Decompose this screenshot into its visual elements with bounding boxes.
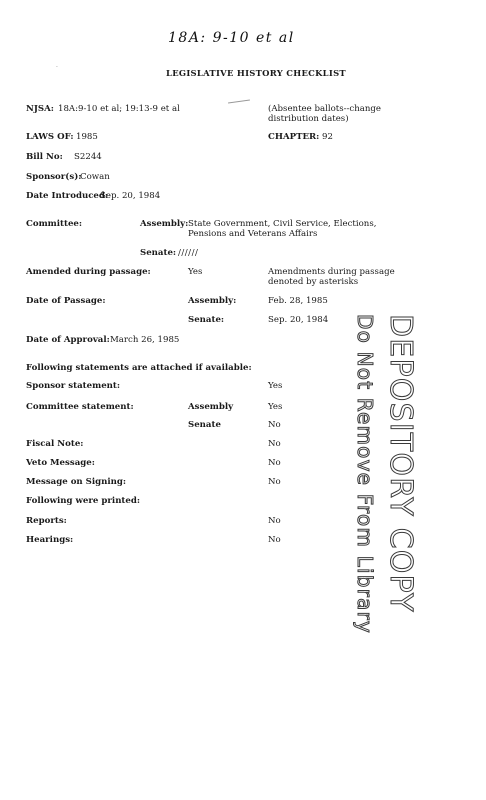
date-of-approval-label: Date of Approval: bbox=[26, 335, 110, 345]
sponsor-statement-label: Sponsor statement: bbox=[26, 381, 121, 391]
bill-no-label: Bill No: bbox=[26, 152, 63, 162]
laws-of-label: LAWS OF: bbox=[26, 132, 74, 142]
njsa-note-line1: (Absentee ballots--change bbox=[268, 104, 382, 114]
stamp-line1: DEPOSITORY COPY bbox=[383, 314, 418, 613]
sponsor-value: Cowan bbox=[80, 172, 110, 182]
amended-note-line2: denoted by asterisks bbox=[268, 277, 359, 287]
sponsor-label: Sponsor(s): bbox=[26, 172, 82, 182]
document-title: LEGISLATIVE HISTORY CHECKLIST bbox=[166, 68, 346, 78]
message-on-signing-value: No bbox=[268, 477, 281, 487]
amended-label: Amended during passage: bbox=[26, 267, 151, 277]
message-on-signing-label: Message on Signing: bbox=[26, 477, 127, 487]
committee-statement-assembly-value: Yes bbox=[268, 402, 283, 412]
committee-statement-assembly-label: Assembly bbox=[188, 402, 234, 412]
committee-senate-value: ////// bbox=[178, 248, 199, 258]
veto-message-value: No bbox=[268, 458, 281, 468]
njsa-label: NJSA: bbox=[26, 104, 54, 114]
date-of-approval-value: March 26, 1985 bbox=[110, 335, 180, 345]
njsa-value: 18A:9-10 et al; 19:13-9 et al bbox=[58, 104, 180, 114]
passage-assembly-label: Assembly: bbox=[188, 296, 237, 306]
reports-value: No bbox=[268, 516, 281, 526]
passage-senate-value: Sep. 20, 1984 bbox=[268, 315, 329, 325]
date-of-passage-label: Date of Passage: bbox=[26, 296, 106, 306]
hearings-value: No bbox=[268, 535, 281, 545]
date-introduced-value: Sep. 20, 1984 bbox=[100, 191, 161, 201]
chapter-value: 92 bbox=[322, 132, 333, 142]
laws-of-value: 1985 bbox=[76, 132, 98, 142]
committee-statement-senate-label: Senate bbox=[188, 420, 221, 430]
stamp-line2: Do Not Remove From Library bbox=[353, 314, 377, 634]
following-attached-heading: Following statements are attached if available: bbox=[26, 363, 252, 373]
reports-label: Reports: bbox=[26, 516, 67, 526]
committee-assembly-line1: State Government, Civil Service, Elections, bbox=[188, 219, 377, 229]
passage-senate-label: Senate: bbox=[188, 315, 225, 325]
committee-assembly-label: Assembly: bbox=[140, 219, 189, 229]
handwritten-header: 18A: 9-10 et al bbox=[168, 30, 295, 46]
chapter-label: CHAPTER: bbox=[268, 132, 320, 142]
hearings-label: Hearings: bbox=[26, 535, 74, 545]
fiscal-note-value: No bbox=[268, 439, 281, 449]
sponsor-statement-value: Yes bbox=[268, 381, 283, 391]
committee-statement-senate-value: No bbox=[268, 420, 281, 430]
committee-label: Committee: bbox=[26, 219, 83, 229]
bill-no-value: S2244 bbox=[74, 152, 102, 162]
committee-statement-label: Committee statement: bbox=[26, 402, 134, 412]
veto-message-label: Veto Message: bbox=[26, 458, 95, 468]
njsa-note-line2: distribution dates) bbox=[268, 114, 349, 124]
committee-assembly-line2: Pensions and Veterans Affairs bbox=[188, 229, 318, 239]
date-introduced-label: Date Introduced: bbox=[26, 191, 109, 201]
stray-dash bbox=[228, 99, 250, 103]
following-printed-heading: Following were printed: bbox=[26, 496, 141, 506]
amended-value: Yes bbox=[188, 267, 203, 277]
passage-assembly-value: Feb. 28, 1985 bbox=[268, 296, 328, 306]
amended-note-line1: Amendments during passage bbox=[268, 267, 395, 277]
committee-senate-label: Senate: bbox=[140, 248, 177, 258]
stray-mark: · bbox=[56, 64, 58, 71]
fiscal-note-label: Fiscal Note: bbox=[26, 439, 84, 449]
